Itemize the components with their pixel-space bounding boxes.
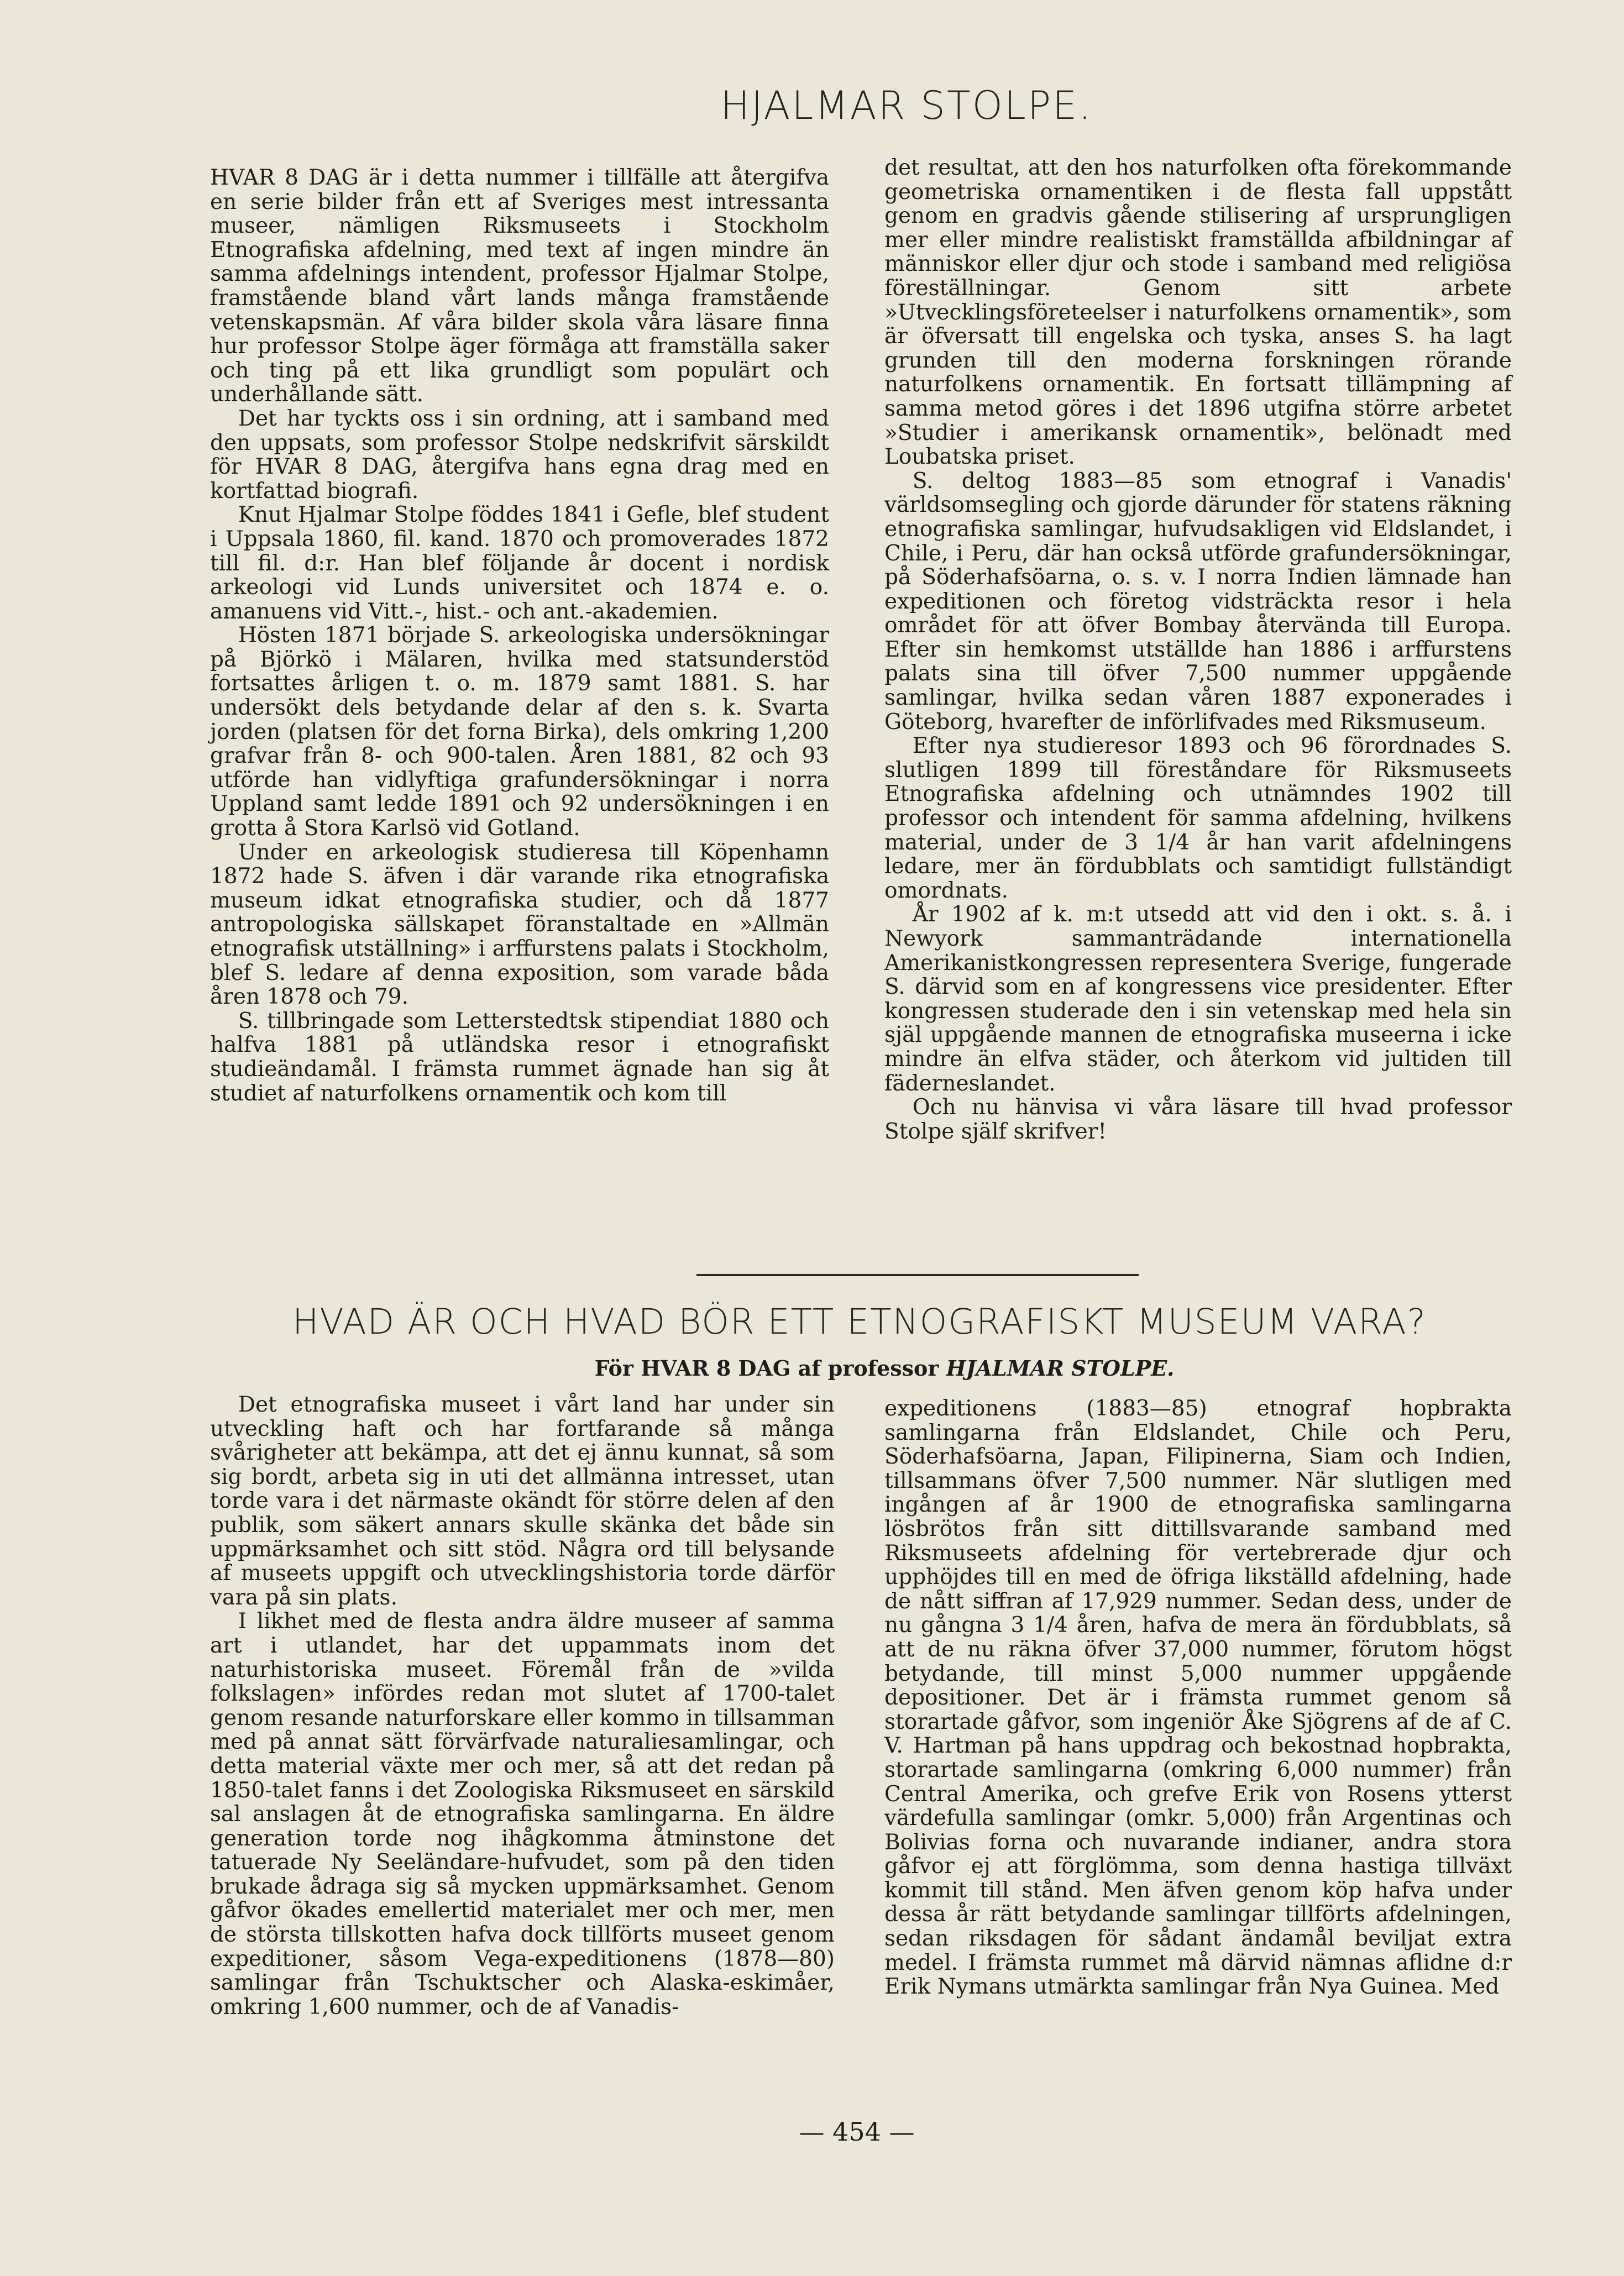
article2-column-left — [210, 1393, 835, 2019]
byline — [497, 1356, 1271, 1381]
paragraph: Under en arkeologisk studieresa till Köpenhamn 1872 hade S. äfven i där varande rika etnografiska museum idkat etnografiska studier, och då 1877 antropologiska sällskapet föranstaltade en »Allmän etnografisk utställning» i arffurstens palats i Stockholm, blef S. ledare af denna exposition, som varade båda åren 1878 och 79. — [210, 840, 829, 1010]
paragraph: Och nu hänvisa vi våra läsare till hvad professor Stolpe själf skrifver! — [884, 1095, 1512, 1144]
article1-column-right — [884, 156, 1512, 1144]
paragraph: Det etnografiska museet i vårt land har under sin utveckling haft och har fortfarande så många svårigheter att bekämpa, att det ej ännu kunnat, så som sig bordt, arbeta sig in uti det allmänna intresset, utan torde vara i det närmaste okändt för större delen af den publik, som säkert annars skulle skänka det både sin uppmärksamhet och sitt stöd. Några ord till belysande af museets uppgift och utvecklingshistoria torde därför vara på sin plats. — [210, 1392, 835, 1610]
paragraph: Efter nya studieresor 1893 och 96 förordnades S. slutligen 1899 till föreståndare för Riksmuseets Etnografiska afdelning och utnämndes 1902 till professor och intendent för samma afdelning, hvilkens material, under de 3 1/4 år han varit afdelningens ledare, mer än fördubblats och samtidigt fullständigt omordnats. — [884, 733, 1512, 903]
paragraph: Knut Hjalmar Stolpe föddes 1841 i Gefle, blef student i Uppsala 1860, fil. kand. 1870 och promoverades 1872 till fil. d:r. Han blef följande år docent i nordisk arkeologi vid Lunds universitet och 1874 e. o. amanuens vid Vitt.-, hist.- och ant.-akademien. — [210, 502, 829, 624]
article-title-museum: HVAD ÄR OCH HVAD BÖR ETT ETNOGRAFISKT MUSEUM VARA? — [292, 1302, 1427, 1342]
paragraph: det resultat, att den hos naturfolken ofta förekommande geometriska ornamentiken i de flesta fall uppstått genom en gradvis gående stilisering af ursprungligen mer eller mindre realistiskt framställda afbildningar af människor eller djur och stode i samband med religiösa föreställningar. Genom sitt arbete »Utvecklingsföreteelser i naturfolkens ornamentik», som är öfversatt till engelska och tyska, anses S. ha lagt grunden till den moderna forskningen rörande naturfolkens ornamentik. En fortsatt tillämpning af samma metod göres i det 1896 utgifna större arbetet »Studier i amerikansk ornamentik», belönadt med Loubatska priset. — [884, 155, 1512, 470]
byline-author: HJALMAR STOLPE. — [946, 1356, 1175, 1381]
byline-prefix: För HVAR 8 DAG af professor — [594, 1356, 946, 1381]
paragraph: S. deltog 1883—85 som etnograf i Vanadis' världsomsegling och gjorde därunder för statens räkning etnografiska samlingar, hufvudsakligen vid Eldslandet, i Chile, i Peru, där han också utförde grafundersökningar, på Söderhafsöarna, o. s. v. I norra Indien lämnade han expeditionen och företog vidsträckta resor i hela området för att öfver Bombay återvända till Europa. Efter sin hemkomst utställde han 1886 i arffurstens palats sina till öfver 7,500 nummer uppgående samlingar, hvilka sedan våren 1887 exponerades i Göteborg, hvarefter de införlifvades med Riksmuseum. — [884, 468, 1512, 735]
page-number: — 454 — — [799, 2117, 915, 2147]
paragraph: Hösten 1871 började S. arkeologiska undersökningar på Björkö i Mälaren, hvilka med statsunderstöd fortsattes årligen t. o. m. 1879 samt 1881. S. har undersökt dels betydande delar af den s. k. Svarta jorden (platsen för det forna Birka), dels omkring 1,200 grafvar från 8- och 900-talen. Åren 1881, 82 och 93 utförde han vidlyftiga grafundersökningar i norra Uppland samt ledde 1891 och 92 undersökningen i en grotta å Stora Karlsö vid Gotland. — [210, 623, 829, 841]
article-title-hjalmar-stolpe: HJALMAR STOLPE. — [720, 83, 1093, 128]
paragraph: I likhet med de flesta andra äldre museer af samma art i utlandet, har det uppammats inom det naturhistoriska museet. Föremål från de »vilda folkslagen» infördes redan mot slutet af 1700-talet genom resande naturforskare eller kommo in tillsamman med på annat sätt förvärfvade naturaliesamlingar, och detta material växte mer och mer, så att det redan på 1850-talet fanns i det Zoologiska Riksmuseet en särskild sal anslagen åt de etnografiska samlingarna. En äldre generation torde nog ihågkomma åtminstone det tatuerade Ny Seeländare-hufvudet, som på den tiden brukade ådraga sig så mycken uppmärksamhet. Genom gåfvor ökades emellertid materialet mer och mer, men de största tillskotten hafva dock tillförts museet genom expeditioner, såsom Vega-expeditionens (1878—80) samlingar från Tschuktscher och Alaska-eskimåer, omkring 1,600 nummer, och de af Vanadis- — [210, 1609, 835, 2020]
paragraph: S. tillbringade som Letterstedtsk stipendiat 1880 och halfva 1881 på utländska resor i etnografiskt studieändamål. I främsta rummet ägnade han sig åt studiet af naturfolkens ornamentik och kom till — [210, 1008, 829, 1106]
article2-column-right — [884, 1397, 1512, 1999]
paragraph: HVAR 8 DAG är i detta nummer i tillfälle att återgifva en serie bilder från ett af Sveriges mest intressanta museer, nämligen Riksmuseets i Stockholm Etnografiska afdelning, med text af ingen mindre än samma afdelnings intendent, professor Hjalmar Stolpe, framstående bland vårt lands många framstående vetenskapsmän. Af våra bilder skola våra läsare finna hur professor Stolpe äger förmåga att framställa saker och ting på ett lika grundligt som populärt och underhållande sätt. — [210, 165, 829, 407]
article1-column-left — [210, 166, 829, 1105]
paragraph: Det har tyckts oss i sin ordning, att i samband med den uppsats, som professor Stolpe nedskrifvit särskildt för HVAR 8 DAG, återgifva hans egna drag med en kortfattad biografi. — [210, 406, 829, 504]
section-divider — [696, 1274, 1139, 1276]
paragraph: År 1902 af k. m:t utsedd att vid den i okt. s. å. i Newyork sammanträdande internationella Amerikanistkongressen representera Sverige, fungerade S. därvid som en af kongressens vice presidenter. Efter kongressen studerade den i sin vetenskap med hela sin själ uppgående mannen de etnografiska museerna i icke mindre än elfva städer, och återkom vid jultiden till fäderneslandet. — [884, 902, 1512, 1096]
paragraph: expeditionens (1883—85) etnograf hopbrakta samlingarna från Eldslandet, Chile och Peru, Söderhafsöarna, Japan, Filipinerna, Siam och Indien, tillsammans öfver 7,500 nummer. När slutligen med ingången af år 1900 de etnografiska samlingarna lösbrötos från sitt dittillsvarande samband med Riksmuseets afdelning för vertebrerade djur och upphöjdes till en med de öfriga likställd afdelning, hade de nått siffran af 17,929 nummer. Sedan dess, under de nu gångna 3 1/4 åren, hafva de mera än fördubblats, så att de nu räkna öfver 37,000 nummer, förutom högst betydande, till minst 5,000 nummer uppgående depositioner. Det är i främsta rummet genom så storartade gåfvor, som ingeniör Åke Sjögrens af de af C. V. Hartman på hans uppdrag och bekostnad hopbrakta, storartade samlingarna (omkring 6,000 nummer) från Central Amerika, och grefve Erik von Rosens ytterst värdefulla samlingar (omkr. 5,000) från Argentinas och Bolivias forna och nuvarande indianer, andra stora gåfvor ej att förglömma, som denna hastiga tillväxt kommit till stånd. Men äfven genom köp hafva under dessa år rätt betydande samlingar tillförts afdelningen, sedan riksdagen för sådant ändamål beviljat extra medel. I främsta rummet må därvid nämnas aflidne d:r Erik Nymans utmärkta samlingar från Nya Guinea. Med — [884, 1396, 1512, 2000]
